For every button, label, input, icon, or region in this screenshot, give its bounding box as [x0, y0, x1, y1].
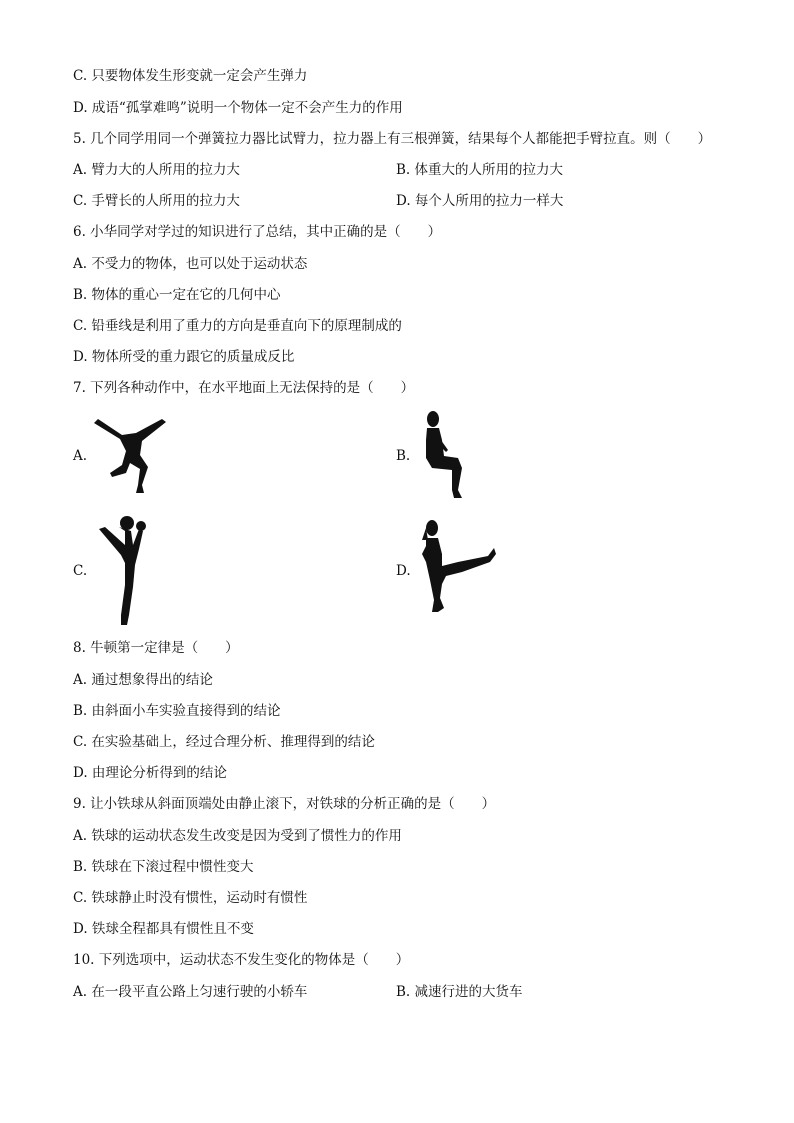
option-8a: A. 通过想象得出的结论 — [73, 672, 213, 688]
option-5d: D. 每个人所用的拉力一样大 — [396, 193, 564, 209]
option-7a-label: A. — [73, 448, 88, 464]
option-7d-label: D. — [396, 563, 411, 579]
question-7: 7. 下列各种动作中，在水平地面上无法保持的是（ ） — [73, 380, 415, 396]
question-9: 9. 让小铁球从斜面顶端处由静止滚下，对铁球的分析正确的是（ ） — [73, 796, 496, 812]
option-9b: B. 铁球在下滚过程中惯性变大 — [73, 859, 254, 875]
option-6c: C. 铅垂线是利用了重力的方向是垂直向下的原理制成的 — [73, 318, 402, 334]
silhouette-standing-split-icon — [95, 515, 155, 627]
option-10a: A. 在一段平直公路上匀速行驶的小轿车 — [73, 984, 308, 1000]
option-6a: A. 不受力的物体，也可以处于运动状态 — [73, 256, 308, 272]
option-9d: D. 铁球全程都具有惯性且不变 — [73, 921, 254, 937]
option-6b: B. 物体的重心一定在它的几何中心 — [73, 287, 281, 303]
option-4c: C. 只要物体发生形变就一定会产生弹力 — [73, 68, 308, 84]
silhouette-high-kick-icon — [418, 518, 498, 616]
option-8c: C. 在实验基础上，经过合理分析、推理得到的结论 — [73, 734, 375, 750]
option-9a: A. 铁球的运动状态发生改变是因为受到了惯性力的作用 — [73, 828, 402, 844]
option-9c: C. 铁球静止时没有惯性，运动时有惯性 — [73, 890, 308, 906]
option-5b: B. 体重大的人所用的拉力大 — [396, 162, 564, 178]
option-8d: D. 由理论分析得到的结论 — [73, 765, 227, 781]
option-7b-label: B. — [396, 448, 411, 464]
option-5c: C. 手臂长的人所用的拉力大 — [73, 193, 240, 209]
option-10b: B. 减速行进的大货车 — [396, 984, 523, 1000]
silhouette-cartwheel-icon — [92, 415, 172, 495]
question-5: 5. 几个同学用同一个弹簧拉力器比试臂力，拉力器上有三根弹簧，结果每个人都能把手臂拉直。则（ ） — [73, 131, 712, 147]
option-7c-label: C. — [73, 563, 88, 579]
option-5a: A. 臂力大的人所用的拉力大 — [73, 162, 240, 178]
silhouette-sitting-without-chair-icon — [418, 410, 470, 502]
option-8b: B. 由斜面小车实验直接得到的结论 — [73, 703, 281, 719]
question-6: 6. 小华同学对学过的知识进行了总结，其中正确的是（ ） — [73, 224, 442, 240]
option-4d: D. 成语“孤掌难鸣”说明一个物体一定不会产生力的作用 — [73, 100, 403, 116]
question-8: 8. 牛顿第一定律是（ ） — [73, 640, 239, 656]
option-6d: D. 物体所受的重力跟它的质量成反比 — [73, 349, 295, 365]
question-10: 10. 下列选项中，运动状态不发生变化的物体是（ ） — [73, 952, 410, 968]
